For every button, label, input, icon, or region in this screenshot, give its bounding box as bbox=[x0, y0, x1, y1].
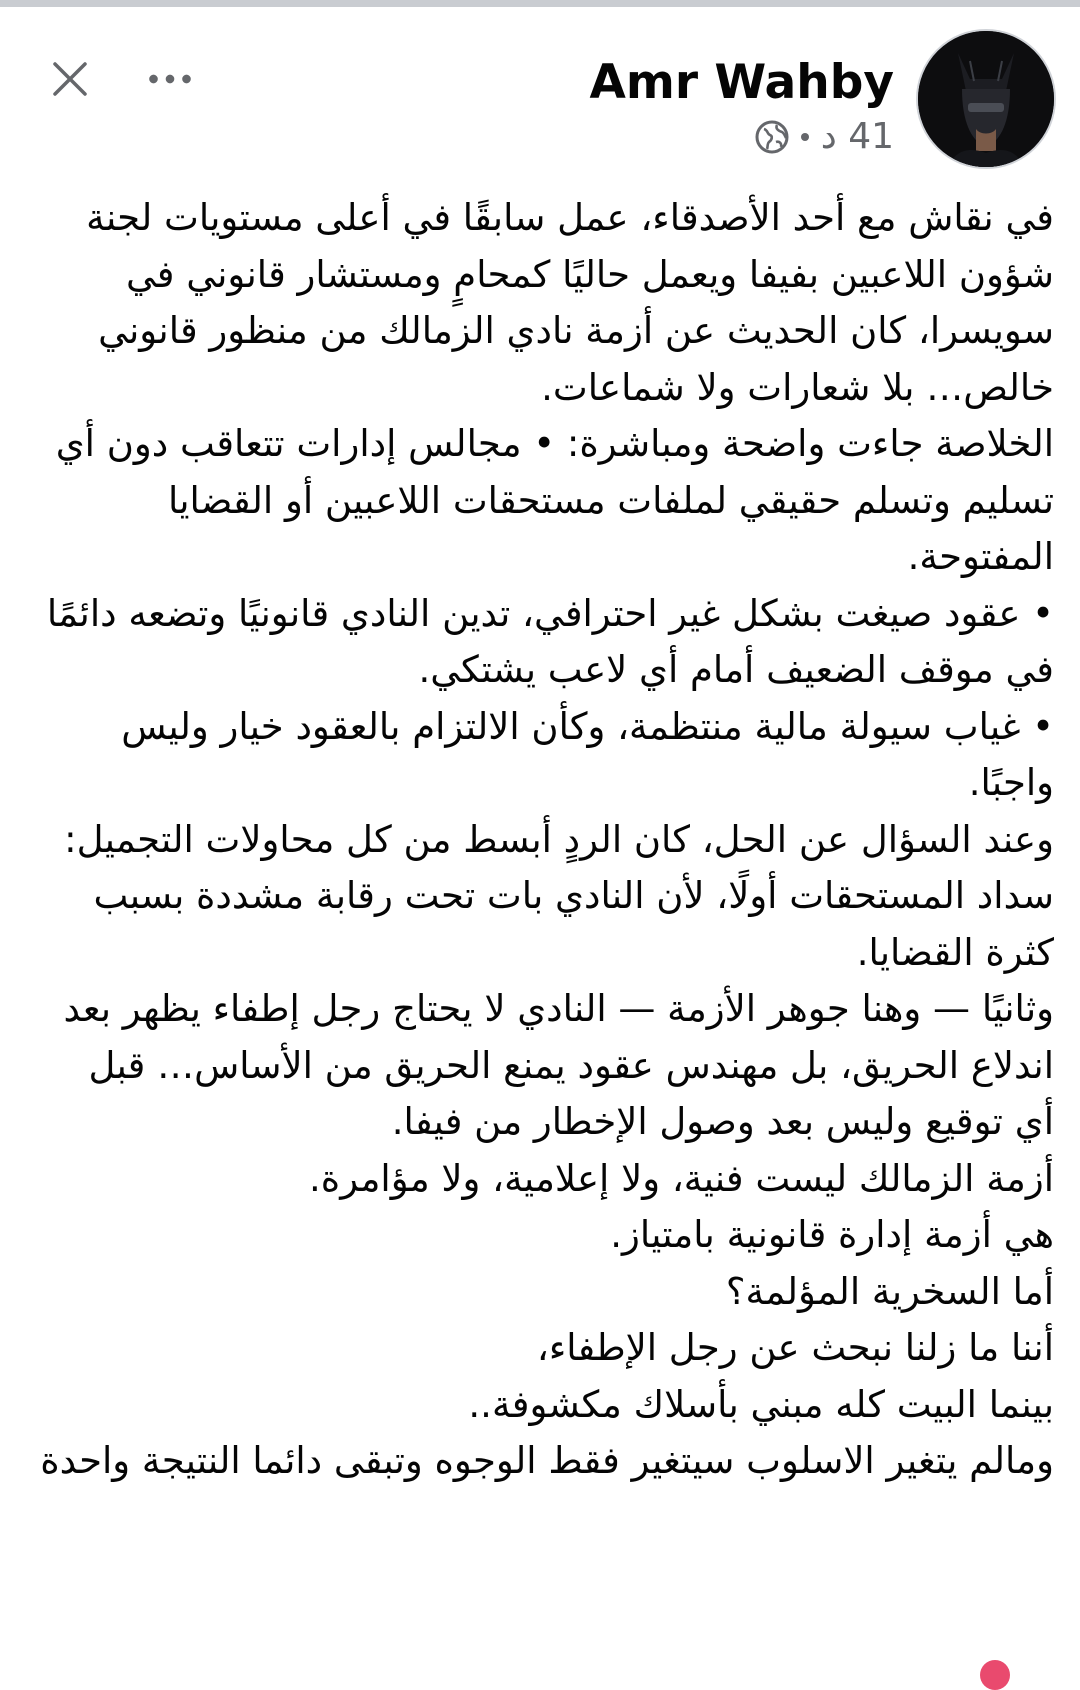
post-paragraph: ومالم يتغير الاسلوب سيتغير فقط الوجوه وتبقى دائما النتيجة واحدة bbox=[40, 1439, 1054, 1482]
more-options-button[interactable] bbox=[148, 57, 192, 101]
post-paragraph: أزمة الزمالك ليست فنية، ولا إعلامية، ولا مؤامرة. bbox=[309, 1156, 1054, 1200]
post-meta bbox=[589, 115, 894, 159]
post-paragraph: بينما البيت كله مبني بأسلاك مكشوفة.. bbox=[468, 1382, 1054, 1426]
more-options-icon bbox=[148, 72, 192, 86]
top-divider bbox=[0, 0, 1080, 7]
meta-separator-dot bbox=[801, 133, 809, 141]
masked-hero-avatar bbox=[918, 31, 1054, 167]
reaction-icon bbox=[980, 1660, 1010, 1690]
post-header bbox=[0, 7, 1080, 177]
header-actions bbox=[48, 57, 192, 101]
avatar[interactable] bbox=[916, 29, 1056, 169]
post-paragraph: في نقاش مع أحد الأصدقاء، عمل سابقًا في أعلى مستويات لجنة شؤون اللاعبين بفيفا ويعمل حاليًا كمحامٍ ومستشار قانوني في سويسرا، كان الحديث عن أزمة نادي الزمالك من منظور قانوني خالص… بلا شعارات ولا شماعات. bbox=[86, 196, 1054, 409]
post-paragraph: • غياب سيولة مالية منتظمة، وكأن الالتزام بالعقود خيار وليس واجبًا. bbox=[121, 704, 1054, 804]
post-time[interactable]: 41 د bbox=[820, 116, 894, 157]
close-icon bbox=[52, 61, 88, 97]
post-paragraph: • عقود صيغت بشكل غير احترافي، تدين النادي قانونيًا وتضعه دائمًا في موقف الضعيف أمام أي لاعب يشتكي. bbox=[46, 591, 1054, 691]
post-body bbox=[38, 190, 1054, 1490]
post-paragraph: أننا ما زلنا نبحث عن رجل الإطفاء، bbox=[536, 1326, 1054, 1369]
post-paragraph: هي أزمة إدارة قانونية بامتياز. bbox=[610, 1213, 1054, 1256]
globe-icon[interactable] bbox=[755, 120, 789, 154]
post-paragraph: أما السخرية المؤلمة؟ bbox=[725, 1269, 1054, 1313]
post-paragraph: وعند السؤال عن الحل، كان الردٍ أبسط من كل محاولات التجميل: سداد المستحقات أولًا، لأن النادي بات تحت رقابة مشددة بسبب كثرة القضايا. bbox=[64, 817, 1054, 974]
post-paragraph: وثانيًا — وهنا جوهر الأزمة — النادي لا يحتاج رجل إطفاء يظهر بعد اندلاع الحريق، بل مهندس عقود يمنع الحريق من الأساس… قبل أي توقيع وليس بعد وصول الإخطار من فيفا. bbox=[63, 987, 1054, 1143]
close-button[interactable] bbox=[48, 57, 92, 101]
post-paragraph: الخلاصة جاءت واضحة ومباشرة: • مجالس إدارات تتعاقب دون أي تسليم وتسلم حقيقي لملفات مستحقات اللاعبين أو القضايا المفتوحة. bbox=[55, 422, 1054, 578]
author-name[interactable]: Amr Wahby bbox=[589, 55, 894, 110]
author-block bbox=[589, 55, 894, 159]
